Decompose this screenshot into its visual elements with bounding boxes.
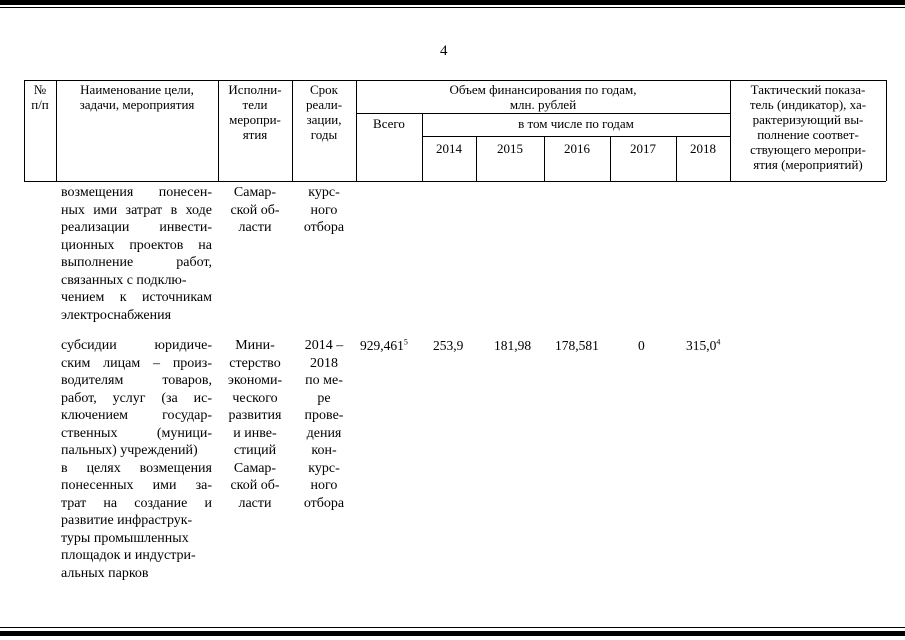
header-term: Срок реали- зации, годы <box>305 82 343 142</box>
header-name: Наименование цели, задачи, мероприятия <box>79 82 195 112</box>
row2-2016: 178,581 <box>555 338 599 353</box>
header-num: № п/п <box>31 82 49 112</box>
bottom-border <box>0 631 905 636</box>
header-year-2016: 2016 <box>564 141 590 156</box>
row2-2015: 181,98 <box>494 338 532 353</box>
row2-2014: 253,9 <box>433 338 464 353</box>
row2-2017: 0 <box>638 338 645 353</box>
header-by-years: в том числе по годам <box>518 116 634 131</box>
row1-term: курс- ного отбора <box>303 185 345 235</box>
row1-name: возмещения понесен- ных ими затрат в ходе реализации инвести- ционных проектов на выполнение работ, связанных с подклю- чением к источникам электроснабжения <box>61 185 212 323</box>
row2-name: субсидии юридиче- ским лицам – произ- водителям товаров, работ, услуг (за ис- ключением государ- ственных (муници- пальных) учреждений) в целях возмещения понесенных ими за- трат на создание и развитие инфраструк- туры промышленных площадок и индустри- альных парков <box>61 338 212 581</box>
header-executors: Исполни- тели меропри- ятия <box>228 82 282 142</box>
bottom-border-thin <box>0 627 905 628</box>
row2-executors: Мини- стерство экономи- ческого развития и инве- стиций Самар- ской об- ласти <box>227 338 283 511</box>
header-finance: Объем финансирования по годам, млн. рублей <box>449 82 637 112</box>
top-border <box>0 0 905 5</box>
header-year-2018: 2018 <box>690 141 716 156</box>
header-total: Всего <box>373 116 405 131</box>
row1-executors: Самар- ской об- ласти <box>230 185 280 235</box>
row2-2018-footnote: 4 <box>716 337 721 347</box>
row2-term: 2014 – 2018 по ме- ре прове- дения кон- курс- ного отбора <box>303 338 345 511</box>
row2-2018: 315,0$^4$ <box>686 337 721 353</box>
header-year-2017: 2017 <box>630 141 656 156</box>
header-year-2015: 2015 <box>497 141 523 156</box>
row2-total: 929,461$^5$ <box>360 337 408 353</box>
row2-total-footnote: 5 <box>403 337 408 347</box>
header-indicator: Тактический показа- тель (индикатор), ха- рактеризующий вы- полнение соответ- ствующего меропри- ятия (мероприятий) <box>749 82 867 172</box>
header-year-2014: 2014 <box>436 141 462 156</box>
top-border-thin <box>0 7 905 8</box>
page-number: 4 <box>440 43 448 59</box>
